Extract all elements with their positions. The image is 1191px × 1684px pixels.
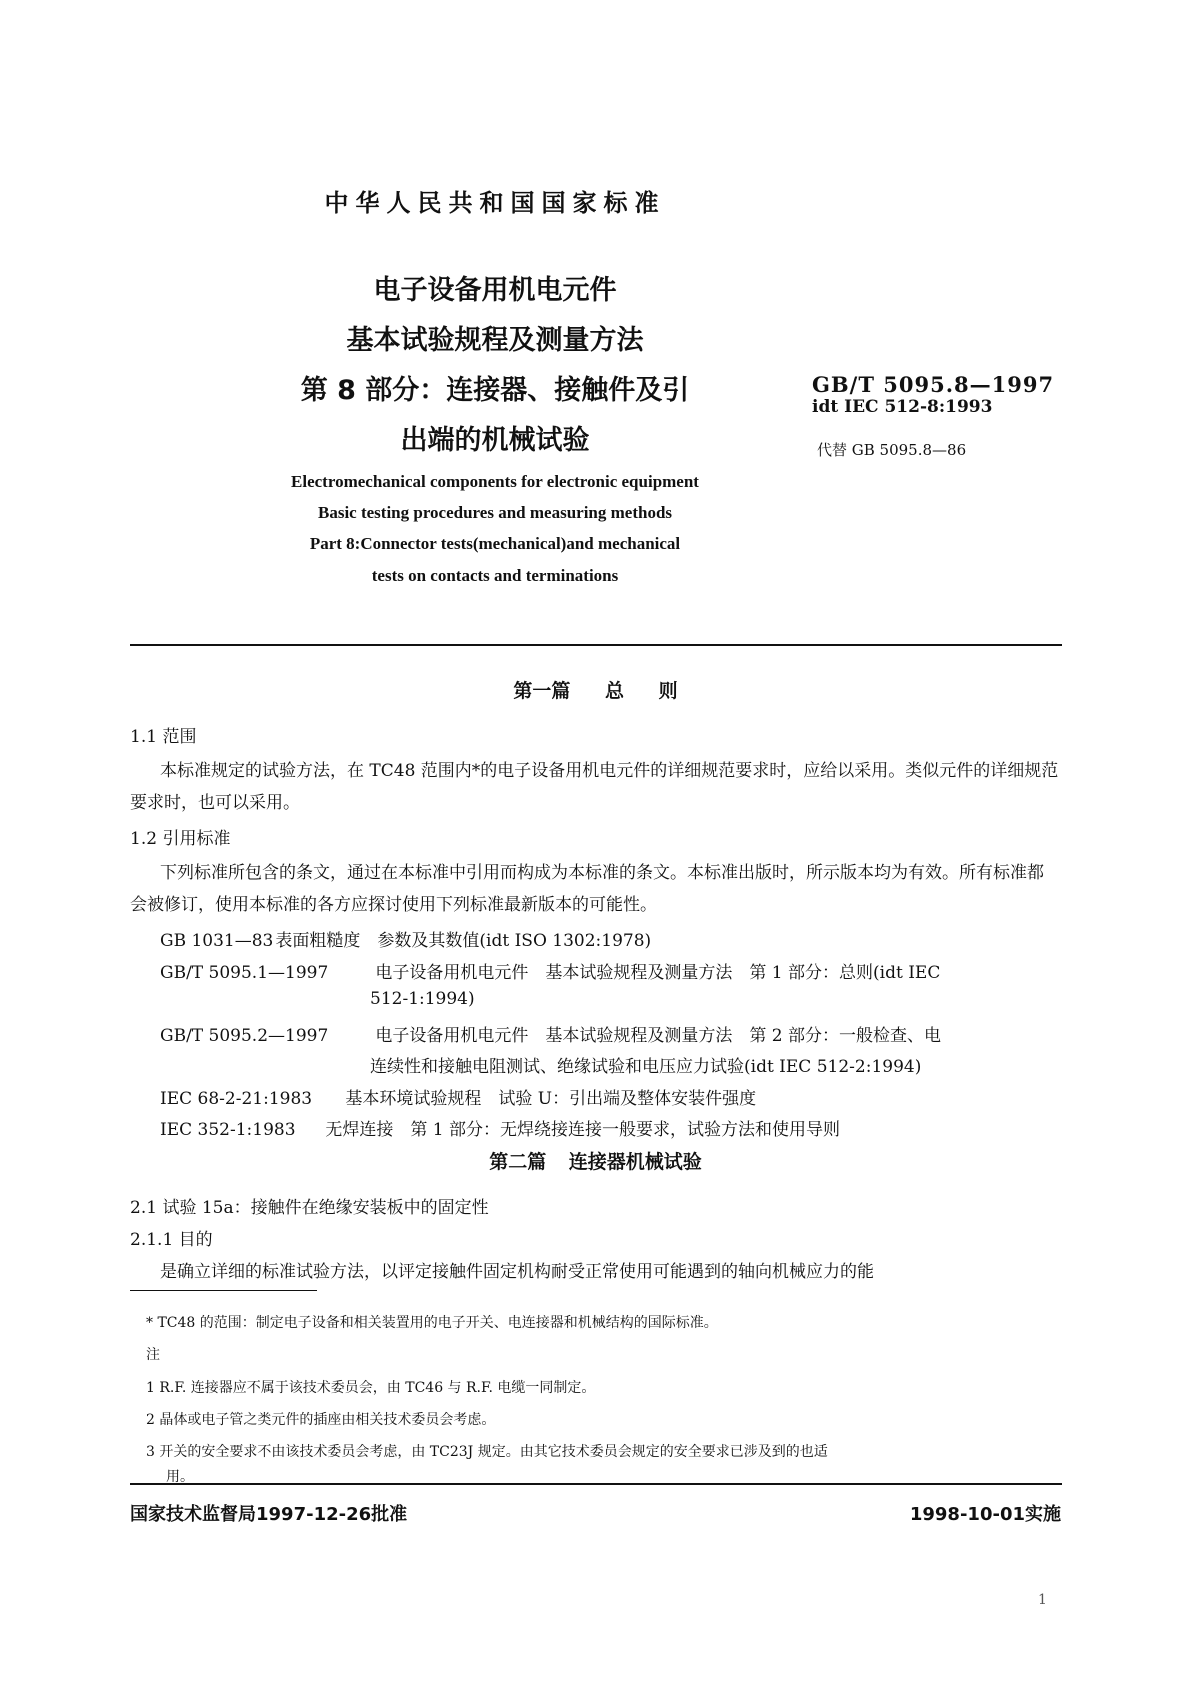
page-number: 1 — [1038, 1592, 1047, 1608]
cn-title-line-3: 第 8 部分：连接器、接触件及引 — [300, 375, 690, 406]
reference-code: GB/T 5095.1—1997 — [160, 963, 329, 983]
approval-line: 国家技术监督局1997-12-26批准 — [130, 1504, 408, 1525]
reference-item — [160, 958, 940, 983]
reference-item — [160, 1084, 756, 1109]
reference-item — [160, 926, 651, 951]
reference-title: 电子设备用机电元件 基本试验规程及测量方法 第 2 部分：一般检查、电 — [375, 1026, 942, 1046]
footnote-star: * TC48 的范围：制定电子设备和相关装置用的电子开关、电连接器和机械结构的国际标准。 — [146, 1315, 718, 1331]
en-title-line-2: Basic testing procedures and measuring methods — [317, 503, 673, 522]
standard-number: GB/T 5095.8—1997 — [812, 372, 1055, 397]
reference-title: 基本环境试验规程 试验 U：引出端及整体安装件强度 — [345, 1089, 757, 1109]
en-title-line-1: Electromechanical components for electronic equipment — [291, 472, 699, 491]
section-2-1-1-heading: 2.1.1 目的 — [130, 1230, 213, 1250]
en-title-line-3: Part 8:Connector tests(mechanical)and mechanical — [309, 534, 681, 553]
section-1-1-text: 本标准规定的试验方法，在 TC48 范围内*的电子设备用机电元件的详细规范要求时，应给以采用。类似元件的详细规范要求时，也可以采用。 — [130, 761, 1059, 813]
reference-continuation: 512-1:1994) — [370, 989, 475, 1009]
implementation-date: 1998-10-01实施 — [909, 1504, 1061, 1525]
note-item: 1 R.F. 连接器应不属于该技术委员会，由 TC46 与 R.F. 电缆一同制定。 — [146, 1380, 596, 1396]
part1-title: 第一篇 总 则 — [513, 680, 678, 702]
note-item: 3 开关的安全要求不由该技术委员会考虑，由 TC23J 规定。由其它技术委员会规定的安全要求已涉及到的也适 — [146, 1444, 828, 1460]
footnote-divider — [130, 1290, 317, 1291]
idt-reference: idt IEC 512-8:1993 — [812, 397, 993, 417]
reference-item — [160, 1115, 840, 1140]
cn-title-line-4: 出端的机械试验 — [400, 425, 590, 456]
part2-title: 第二篇 连接器机械试验 — [489, 1151, 702, 1173]
reference-code: IEC 68-2-21:1983 — [160, 1089, 313, 1109]
section-1-1-heading: 1.1 范围 — [130, 727, 197, 747]
reference-title: 无焊连接 第 1 部分：无焊绕接连接一般要求，试验方法和使用导则 — [325, 1120, 841, 1140]
section-1-2-heading: 1.2 引用标准 — [130, 829, 231, 849]
section-1-2-text: 下列标准所包含的条文，通过在本标准中引用而构成为本标准的条文。本标准出版时，所示版本均为有效。所有标准都会被修订，使用本标准的各方应探讨使用下列标准最新版本的可能性。 — [130, 863, 1044, 915]
note-item: 2 晶体或电子管之类元件的插座由相关技术委员会考虑。 — [146, 1412, 496, 1428]
national-standard-heading: 中华人民共和国国家标准 — [324, 189, 666, 217]
note-item-continuation: 用。 — [166, 1469, 194, 1485]
reference-title: 电子设备用机电元件 基本试验规程及测量方法 第 1 部分：总则(idt IEC — [375, 963, 941, 983]
replaces-standard: 代替 GB 5095.8—86 — [817, 441, 967, 459]
reference-code: GB 1031—83 — [160, 931, 274, 951]
cn-title-line-1: 电子设备用机电元件 — [373, 275, 617, 306]
reference-continuation: 连续性和接触电阻测试、绝缘试验和电压应力试验(idt IEC 512-2:1994) — [370, 1057, 922, 1077]
header-divider — [130, 644, 1062, 646]
section-2-1-1-text: 是确立详细的标准试验方法，以评定接触件固定机构耐受正常使用可能遇到的轴向机械应力的能 — [160, 1262, 874, 1282]
reference-item — [160, 1021, 941, 1046]
cn-title-line-2: 基本试验规程及测量方法 — [346, 325, 644, 356]
reference-title: 表面粗糙度 参数及其数值(idt ISO 1302:1978) — [275, 931, 652, 951]
en-title-line-4: tests on contacts and terminations — [371, 566, 619, 585]
reference-code: IEC 352-1:1983 — [160, 1120, 296, 1140]
section-2-1-heading: 2.1 试验 15a：接触件在绝缘安装板中的固定性 — [130, 1198, 489, 1218]
note-label: 注 — [146, 1347, 160, 1363]
footer-divider — [130, 1483, 1062, 1485]
reference-code: GB/T 5095.2—1997 — [160, 1026, 329, 1046]
